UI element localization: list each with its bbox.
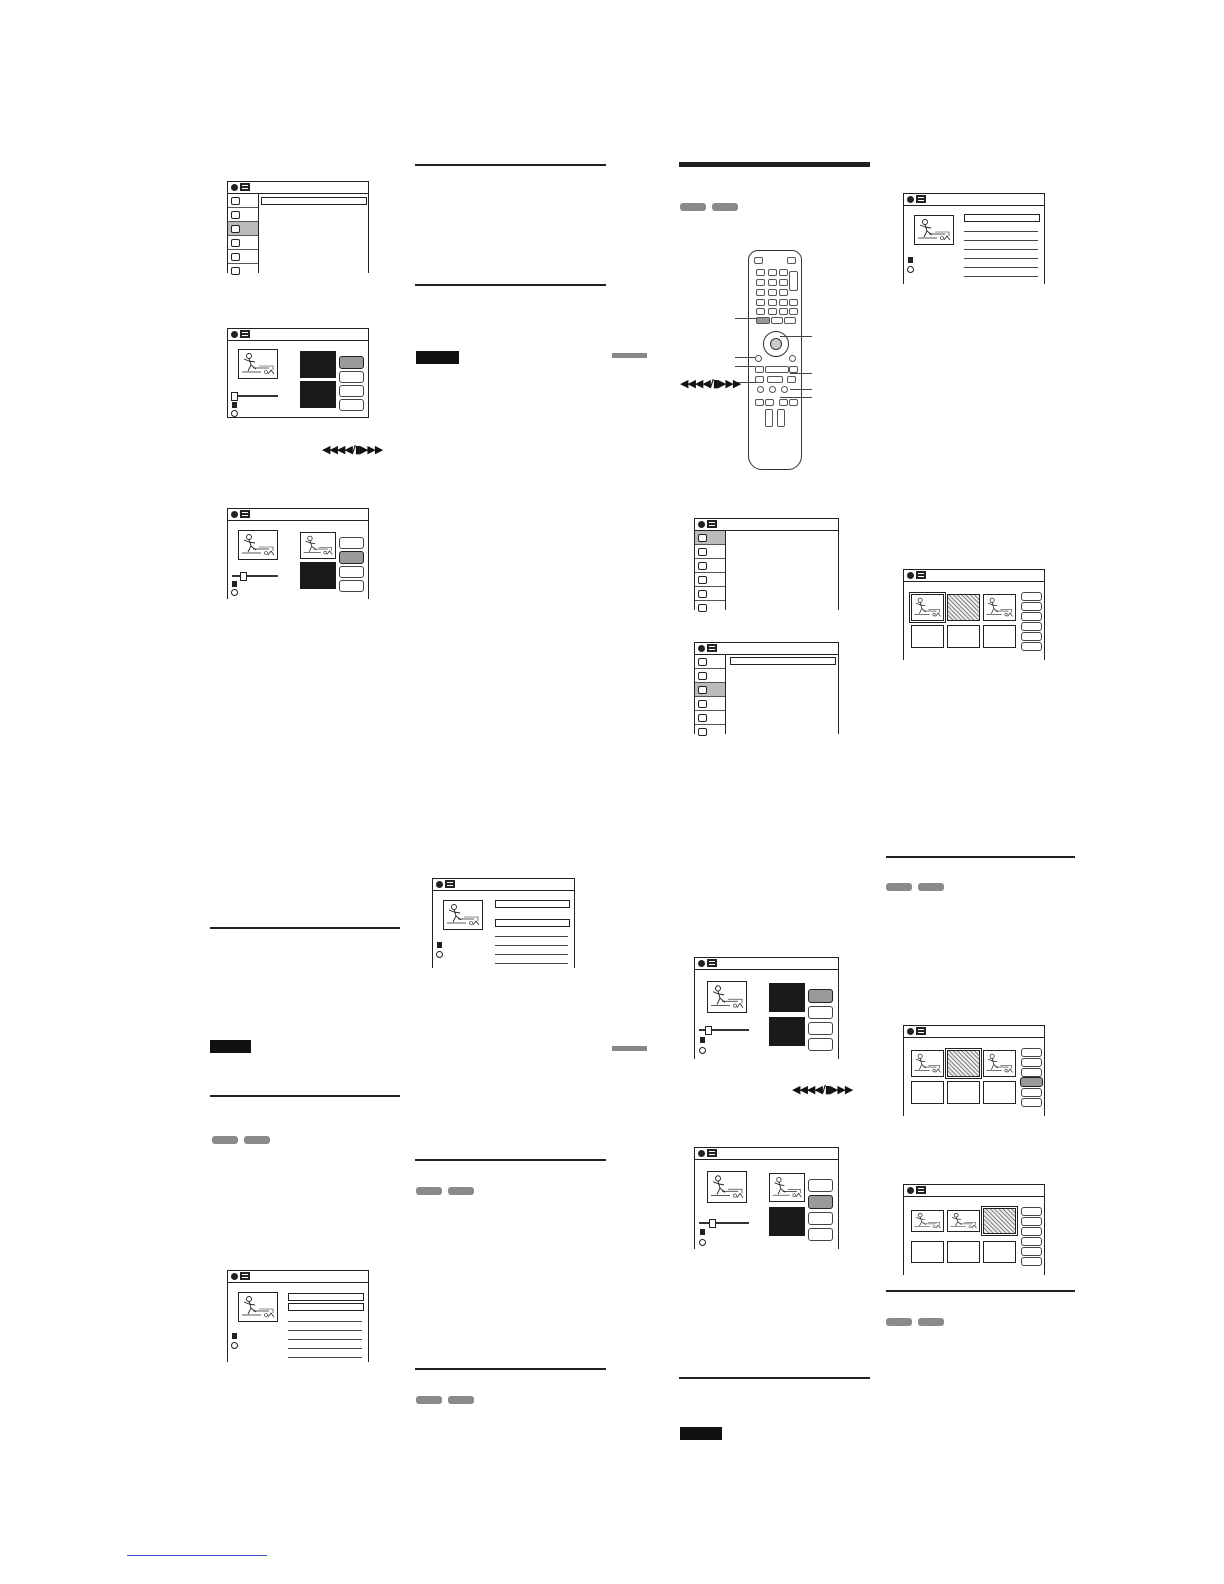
chapter-thumbnail[interactable] <box>983 594 1016 621</box>
screen-button[interactable] <box>1021 1217 1042 1226</box>
remote-button <box>757 386 764 393</box>
chapter-thumbnail[interactable] <box>911 1050 944 1077</box>
callout-line <box>790 389 812 390</box>
recorder-logo-icon <box>916 1027 926 1035</box>
remote-button <box>765 409 773 427</box>
sidebar-item[interactable] <box>695 545 725 559</box>
list-line <box>964 240 1038 241</box>
remote-button <box>779 269 788 276</box>
clock-icon <box>699 1239 706 1246</box>
menu-screen-a <box>227 181 369 273</box>
list-line <box>288 1357 362 1358</box>
screen-button[interactable] <box>339 580 364 592</box>
remote-button <box>755 399 764 406</box>
section-rule <box>210 1095 400 1097</box>
screen-button[interactable] <box>808 1038 833 1051</box>
remote-button <box>756 299 765 306</box>
screen-titlebar <box>228 1271 368 1283</box>
remote-button <box>779 289 788 296</box>
edit-screen-c <box>227 508 369 599</box>
disc-icon <box>907 1028 914 1035</box>
start-point-preview <box>769 1173 805 1202</box>
text-field[interactable] <box>964 214 1040 222</box>
scene-preview <box>443 900 483 930</box>
list-line <box>964 249 1038 250</box>
edit-icon <box>698 562 707 570</box>
remote-button <box>765 366 789 373</box>
chapter-thumbnail-empty[interactable] <box>983 625 1016 648</box>
hyperlink-underline[interactable] <box>127 1555 267 1556</box>
list-line <box>288 1321 362 1322</box>
text-field[interactable] <box>288 1293 364 1301</box>
chapter-thumbnail[interactable] <box>947 594 980 621</box>
screen-titlebar <box>433 879 574 891</box>
remote-control-illustration <box>748 250 802 470</box>
remote-button <box>756 279 765 286</box>
disc-type-badge <box>244 1136 270 1144</box>
list-line <box>495 936 568 937</box>
disc-setup-icon <box>231 211 240 219</box>
setup-icon <box>231 197 240 205</box>
sidebar-item[interactable] <box>228 208 258 222</box>
disc-type-badge <box>886 883 912 891</box>
disc-type-badge <box>212 1136 238 1144</box>
remote-button <box>756 289 765 296</box>
screen-button[interactable] <box>339 566 364 578</box>
chapter-thumbnail-empty[interactable] <box>911 1241 944 1263</box>
chapter-thumbnail-empty[interactable] <box>983 1241 1016 1263</box>
sidebar-item-selected[interactable] <box>695 683 725 697</box>
position-slider[interactable] <box>699 1222 749 1224</box>
list-line <box>495 945 568 946</box>
slider-knob[interactable] <box>231 392 238 401</box>
recorder-logo-icon <box>240 183 250 191</box>
remote-button <box>779 279 788 286</box>
start-point-preview <box>300 532 336 559</box>
screen-titlebar <box>695 1148 838 1160</box>
remote-button <box>784 317 796 324</box>
disc-icon <box>231 511 238 518</box>
thumbnail-grid-screen-k <box>903 569 1045 660</box>
screen-button[interactable] <box>1021 632 1042 641</box>
list-line <box>964 258 1038 259</box>
menu-screen-f <box>694 518 839 610</box>
recorder-logo-icon <box>240 510 250 518</box>
remote-button <box>789 308 798 315</box>
screen-button-selected[interactable] <box>808 1195 833 1209</box>
disc-icon <box>698 521 705 528</box>
chapter-thumbnail-empty[interactable] <box>947 1081 980 1104</box>
disc-type-badge <box>886 1318 912 1326</box>
screen-titlebar <box>904 194 1044 206</box>
clock-icon <box>907 266 914 273</box>
chapter-marker-icon <box>232 1333 237 1339</box>
chapter-marker-icon <box>437 942 442 948</box>
chapter-thumbnail-empty[interactable] <box>947 625 980 648</box>
sidebar-item[interactable] <box>695 655 725 669</box>
title-list-screen-e <box>432 878 575 968</box>
screen-titlebar <box>695 958 838 970</box>
disc-icon <box>907 1187 914 1194</box>
remote-button <box>755 366 764 373</box>
remote-button <box>789 299 798 306</box>
recorder-logo-icon <box>707 1149 717 1157</box>
chapter-marker-icon <box>700 1037 705 1043</box>
text-field[interactable] <box>495 919 570 927</box>
remote-button <box>779 399 788 406</box>
chapter-marker-icon <box>908 257 913 263</box>
screen-titlebar <box>228 509 368 521</box>
remote-button <box>765 399 774 406</box>
scan-buttons-label: ◀◀◀◀/▮▶▶▶ <box>322 443 383 456</box>
highlighted-remote-button <box>756 317 770 324</box>
screen-titlebar <box>695 519 838 531</box>
remote-button <box>754 257 763 264</box>
remote-button <box>768 269 777 276</box>
screen-button[interactable] <box>1021 622 1042 631</box>
note-label-box <box>210 1040 251 1053</box>
sidebar-item[interactable] <box>695 725 725 738</box>
sidebar-item[interactable] <box>695 669 725 683</box>
home-icon <box>231 267 240 275</box>
settings-icon <box>698 590 707 598</box>
edit-icon <box>231 225 240 233</box>
remote-button <box>789 355 796 362</box>
chapter-thumbnail[interactable] <box>983 1050 1016 1077</box>
remote-button <box>779 299 788 306</box>
recorder-logo-icon <box>240 330 250 338</box>
screen-button[interactable] <box>1021 612 1042 621</box>
disc-type-badge <box>712 203 738 211</box>
chapter-thumbnail-selected[interactable] <box>911 594 944 621</box>
slider-knob[interactable] <box>709 1219 716 1228</box>
screen-titlebar <box>228 329 368 341</box>
disc-icon <box>436 881 443 888</box>
screen-button-selected[interactable] <box>1020 1077 1043 1087</box>
chapter-thumbnail-empty[interactable] <box>947 1241 980 1263</box>
disc-icon <box>698 1150 705 1157</box>
page-edge-tab <box>612 353 647 358</box>
page-edge-tab <box>612 1046 647 1051</box>
callout-line <box>790 373 812 374</box>
list-line <box>288 1330 362 1331</box>
chapter-thumbnail-selected[interactable] <box>983 1208 1016 1234</box>
section-rule <box>886 856 1075 858</box>
chapter-thumbnail[interactable] <box>947 1210 980 1232</box>
scene-preview <box>707 981 747 1013</box>
section-rule <box>679 1377 870 1379</box>
sidebar-item[interactable] <box>228 194 258 208</box>
remote-button <box>756 269 765 276</box>
screen-button[interactable] <box>339 385 364 397</box>
remote-button <box>755 355 762 362</box>
disc-type-badge <box>448 1187 474 1195</box>
disc-setup-icon <box>698 548 707 556</box>
home-icon <box>698 604 707 612</box>
callout-line <box>780 397 812 398</box>
clock-icon <box>436 951 443 958</box>
sidebar-item[interactable] <box>228 264 258 277</box>
timer-icon <box>698 700 707 708</box>
disc-type-badge <box>448 1396 474 1404</box>
screen-titlebar <box>904 570 1044 582</box>
sidebar-item-selected[interactable] <box>695 531 725 545</box>
screen-button[interactable] <box>1021 602 1042 611</box>
disc-type-badge <box>416 1396 442 1404</box>
clock-icon <box>231 1342 238 1349</box>
edit-screen-b <box>227 328 369 418</box>
end-point-preview <box>300 381 336 408</box>
menu-highlight-field[interactable] <box>730 657 836 665</box>
remote-button <box>768 299 777 306</box>
remote-button <box>787 376 796 383</box>
scene-preview <box>707 1171 747 1203</box>
chapter-marker-icon <box>700 1229 705 1235</box>
screen-button[interactable] <box>808 1228 833 1241</box>
screen-button[interactable] <box>1021 1098 1042 1107</box>
list-line <box>964 267 1038 268</box>
scene-preview <box>238 349 278 379</box>
disc-icon <box>907 196 914 203</box>
callout-line <box>735 357 755 358</box>
disc-icon <box>698 960 705 967</box>
sidebar-item[interactable] <box>695 601 725 614</box>
callout-line <box>735 366 755 367</box>
screen-button[interactable] <box>808 1212 833 1225</box>
screen-titlebar <box>228 182 368 194</box>
recorder-logo-icon <box>916 195 926 203</box>
home-icon <box>698 728 707 736</box>
screen-button-selected[interactable] <box>339 551 364 564</box>
edit-screen-i <box>694 1147 839 1249</box>
recorder-logo-icon <box>707 959 717 967</box>
screen-button[interactable] <box>1021 1247 1042 1256</box>
section-rule <box>210 927 400 929</box>
disc-icon <box>231 1273 238 1280</box>
recorder-logo-icon <box>707 644 717 652</box>
chapter-thumbnail-empty[interactable] <box>983 1081 1016 1104</box>
sidebar-divider <box>258 194 259 273</box>
end-point-preview <box>300 562 336 589</box>
list-line <box>964 231 1038 232</box>
sidebar-divider <box>725 531 726 610</box>
chapter-thumbnail[interactable] <box>911 1210 944 1232</box>
section-rule <box>415 1159 606 1161</box>
end-point-preview <box>769 1017 805 1046</box>
sidebar-item[interactable] <box>695 559 725 573</box>
remote-button <box>769 386 776 393</box>
screen-button[interactable] <box>1021 1088 1042 1097</box>
chapter-marker-icon <box>232 581 237 587</box>
chapter-thumbnail-empty[interactable] <box>911 625 944 648</box>
title-list-screen-j <box>903 193 1045 284</box>
recorder-logo-icon <box>707 520 717 528</box>
list-line <box>495 963 568 964</box>
remote-button <box>787 257 796 264</box>
remote-button <box>768 279 777 286</box>
remote-button <box>768 289 777 296</box>
scene-preview <box>238 1292 278 1322</box>
screen-button[interactable] <box>1021 1058 1042 1067</box>
end-point-preview <box>769 1207 805 1236</box>
sidebar-item[interactable] <box>228 250 258 264</box>
menu-highlight-field[interactable] <box>261 197 367 205</box>
menu-screen-g <box>694 642 839 734</box>
scene-preview <box>914 215 954 245</box>
remote-button <box>771 317 783 324</box>
chapter-thumbnail-empty[interactable] <box>911 1081 944 1104</box>
screen-button[interactable] <box>339 371 364 383</box>
screen-titlebar <box>695 643 838 655</box>
setup-icon <box>698 534 707 542</box>
disc-type-badge <box>680 203 706 211</box>
recorder-logo-icon <box>916 1186 926 1194</box>
recorder-logo-icon <box>916 571 926 579</box>
remote-button <box>781 386 788 393</box>
timer-icon <box>231 239 240 247</box>
sidebar-item[interactable] <box>228 236 258 250</box>
sidebar-divider <box>725 655 726 734</box>
remote-button <box>789 366 798 373</box>
disc-type-badge <box>416 1187 442 1195</box>
settings-icon <box>231 253 240 261</box>
callout-line <box>780 336 812 337</box>
screen-button[interactable] <box>1021 1227 1042 1236</box>
remote-button <box>756 308 765 315</box>
edit-icon <box>698 686 707 694</box>
text-field[interactable] <box>495 900 570 908</box>
sidebar-item[interactable] <box>695 587 725 601</box>
screen-titlebar <box>904 1026 1044 1038</box>
position-slider[interactable] <box>232 395 278 397</box>
start-point-preview <box>769 983 805 1012</box>
screen-button[interactable] <box>1021 1237 1042 1246</box>
edit-screen-h <box>694 957 839 1059</box>
screen-button[interactable] <box>1021 592 1042 601</box>
screen-button[interactable] <box>1021 1207 1042 1216</box>
remote-button <box>767 376 783 383</box>
sidebar-item-selected[interactable] <box>228 222 258 236</box>
screen-button-selected[interactable] <box>808 989 833 1003</box>
section-rule <box>415 284 606 286</box>
screen-button[interactable] <box>1021 1068 1042 1077</box>
screen-button-selected[interactable] <box>339 356 364 369</box>
chapter-marker-icon <box>232 402 237 408</box>
slider-knob[interactable] <box>240 572 247 581</box>
thumbnail-grid-screen-l <box>903 1025 1045 1116</box>
clock-icon <box>699 1047 706 1054</box>
disc-icon <box>231 331 238 338</box>
note-label-box <box>416 351 459 364</box>
remote-button <box>789 399 798 406</box>
screen-button[interactable] <box>808 1179 833 1192</box>
setup-icon <box>698 658 707 666</box>
screen-titlebar <box>904 1185 1044 1197</box>
note-label-box <box>680 1427 722 1440</box>
clock-icon <box>231 589 238 596</box>
sidebar-item[interactable] <box>695 573 725 587</box>
disc-icon <box>231 184 238 191</box>
scan-buttons-label: ◀◀◀◀/▮▶▶▶ <box>680 377 741 390</box>
screen-button[interactable] <box>1021 642 1042 651</box>
settings-icon <box>698 714 707 722</box>
list-line <box>288 1348 362 1349</box>
slider-knob[interactable] <box>705 1026 712 1035</box>
chapter-thumbnail-selected[interactable] <box>947 1050 980 1077</box>
title-list-screen-d <box>227 1270 369 1362</box>
disc-icon <box>907 572 914 579</box>
callout-line <box>735 318 757 319</box>
start-point-preview <box>300 351 336 378</box>
section-rule <box>415 164 606 166</box>
scan-buttons-label: ◀◀◀◀/▮▶▶▶ <box>792 1083 853 1096</box>
remote-button <box>789 271 798 291</box>
screen-button[interactable] <box>339 537 364 549</box>
thumbnail-grid-screen-m <box>903 1184 1045 1275</box>
remote-button <box>768 308 777 315</box>
remote-button <box>777 409 785 427</box>
timer-icon <box>698 576 707 584</box>
disc-type-badge <box>918 1318 944 1326</box>
screen-button[interactable] <box>1021 1048 1042 1057</box>
chapter-heading-rule <box>679 162 870 167</box>
disc-setup-icon <box>698 672 707 680</box>
text-field[interactable] <box>288 1303 364 1311</box>
disc-icon <box>698 645 705 652</box>
position-slider[interactable] <box>699 1029 749 1031</box>
sidebar-item[interactable] <box>695 711 725 725</box>
section-rule <box>886 1290 1075 1292</box>
clock-icon <box>231 410 238 417</box>
scene-preview <box>238 530 278 560</box>
screen-button[interactable] <box>1021 1257 1042 1266</box>
screen-button[interactable] <box>808 1006 833 1019</box>
disc-type-badge <box>918 883 944 891</box>
list-line <box>964 276 1038 277</box>
position-slider[interactable] <box>232 575 278 577</box>
screen-button[interactable] <box>808 1022 833 1035</box>
remote-button <box>779 308 788 315</box>
list-line <box>288 1339 362 1340</box>
recorder-logo-icon <box>240 1272 250 1280</box>
section-rule <box>415 1368 606 1370</box>
dpad-center <box>770 338 782 350</box>
sidebar-item[interactable] <box>695 697 725 711</box>
recorder-logo-icon <box>445 880 455 888</box>
screen-button[interactable] <box>339 399 364 411</box>
list-line <box>495 954 568 955</box>
